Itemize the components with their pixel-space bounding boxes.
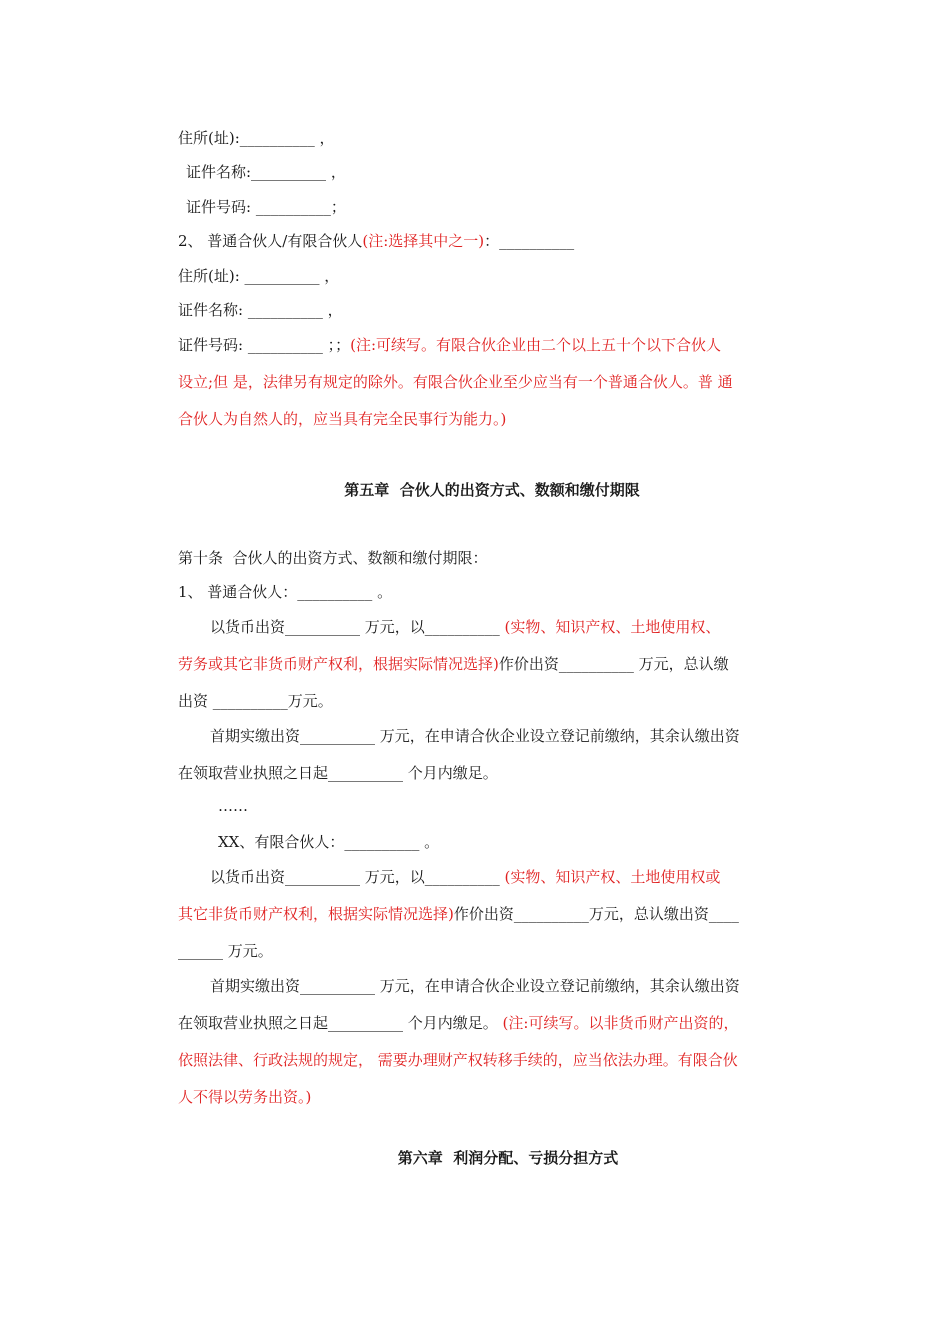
text-line <box>178 1013 738 1033</box>
body-text: 证件号码: __________； <box>186 198 346 216</box>
body-text: 作价出资__________万元，总认缴出资____ <box>453 905 739 923</box>
body-text: XX、有限合伙人：__________ 。 <box>218 833 440 851</box>
text-line <box>178 941 273 961</box>
annotation-note: (实物、知识产权、土地使用权或 <box>504 868 721 886</box>
chapter-heading: 第六章 利润分配、亏损分担方式 <box>397 1149 619 1167</box>
text-line <box>178 654 729 674</box>
annotation-note: 合伙人为自然人的，应当具有完全民事行为能力。) <box>178 410 507 428</box>
chapter-heading: 第五章 合伙人的出资方式、数额和缴付期限 <box>344 481 640 499</box>
text-line <box>178 548 488 568</box>
text-line <box>218 832 439 852</box>
text-line <box>178 300 343 320</box>
body-text: 证件号码: __________ ；； <box>178 336 351 354</box>
body-text: 在领取营业执照之日起__________ 个月内缴足。 <box>178 764 498 782</box>
body-text: 住所(址): __________ ， <box>178 267 340 285</box>
text-line <box>178 231 574 251</box>
body-text: 2、 普通合伙人/有限合伙人 <box>178 232 363 250</box>
text-line <box>178 1087 311 1107</box>
text-line <box>178 372 733 392</box>
text-line <box>210 726 740 746</box>
annotation-note: 依照法律、行政法规的规定， 需要办理财产权转移手续的，应当依法办理。有限合伙 <box>178 1051 738 1069</box>
body-text: 首期实缴出资__________ 万元，在申请合伙企业设立登记前缴纳，其余认缴出资 <box>210 727 740 745</box>
text-line <box>178 691 333 711</box>
body-text: ：__________ <box>484 232 575 250</box>
body-text: 在领取营业执照之日起__________ 个月内缴足。 <box>178 1014 503 1032</box>
body-text: 证件名称:__________ ， <box>186 163 346 181</box>
annotation-note: 其它非货币财产权利，根据实际情况选择) <box>178 905 454 923</box>
text-line <box>186 162 346 182</box>
text-line <box>178 763 498 783</box>
body-text: 首期实缴出资__________ 万元，在申请合伙企业设立登记前缴纳，其余认缴出资 <box>210 977 740 995</box>
body-text: 证件名称: __________ ， <box>178 301 343 319</box>
annotation-note: 设立;但 是，法律另有规定的除外。有限合伙企业至少应当有一个普通合伙人。普 通 <box>178 373 733 391</box>
text-line <box>186 197 346 217</box>
body-text: 第十条 合伙人的出资方式、数额和缴付期限： <box>178 549 488 567</box>
text-line <box>210 976 740 996</box>
text-line <box>178 266 339 286</box>
text-line <box>178 904 739 924</box>
annotation-note: 人不得以劳务出资。) <box>178 1088 312 1106</box>
annotation-note: (注:可续写。有限合伙企业由二个以上五十个以下合伙人 <box>350 336 722 354</box>
annotation-note: 劳务或其它非货币财产权利，根据实际情况选择) <box>178 655 499 673</box>
body-text: 作价出资__________ 万元，总认缴 <box>498 655 729 673</box>
annotation-note: (注:选择其中之一) <box>362 232 485 250</box>
text-line <box>178 582 392 602</box>
body-text: 出资 __________万元。 <box>178 692 333 710</box>
body-text: …… <box>218 797 248 815</box>
text-line <box>210 867 720 887</box>
body-text: 1、 普通合伙人：__________ 。 <box>178 583 393 601</box>
text-line <box>178 335 721 355</box>
body-text: 以货币出资__________ 万元，以__________ <box>210 618 505 636</box>
annotation-note: (注:可续写。以非货币财产出资的， <box>502 1014 739 1032</box>
text-line <box>218 796 248 816</box>
annotation-note: (实物、知识产权、土地使用权、 <box>504 618 721 636</box>
body-text: ______ 万元。 <box>178 942 273 960</box>
text-line <box>178 409 506 429</box>
text-line <box>210 617 720 637</box>
text-line <box>178 1050 738 1070</box>
body-text: 以货币出资__________ 万元，以__________ <box>210 868 505 886</box>
text-line <box>178 128 335 148</box>
body-text: 住所(址):__________ ， <box>178 129 335 147</box>
